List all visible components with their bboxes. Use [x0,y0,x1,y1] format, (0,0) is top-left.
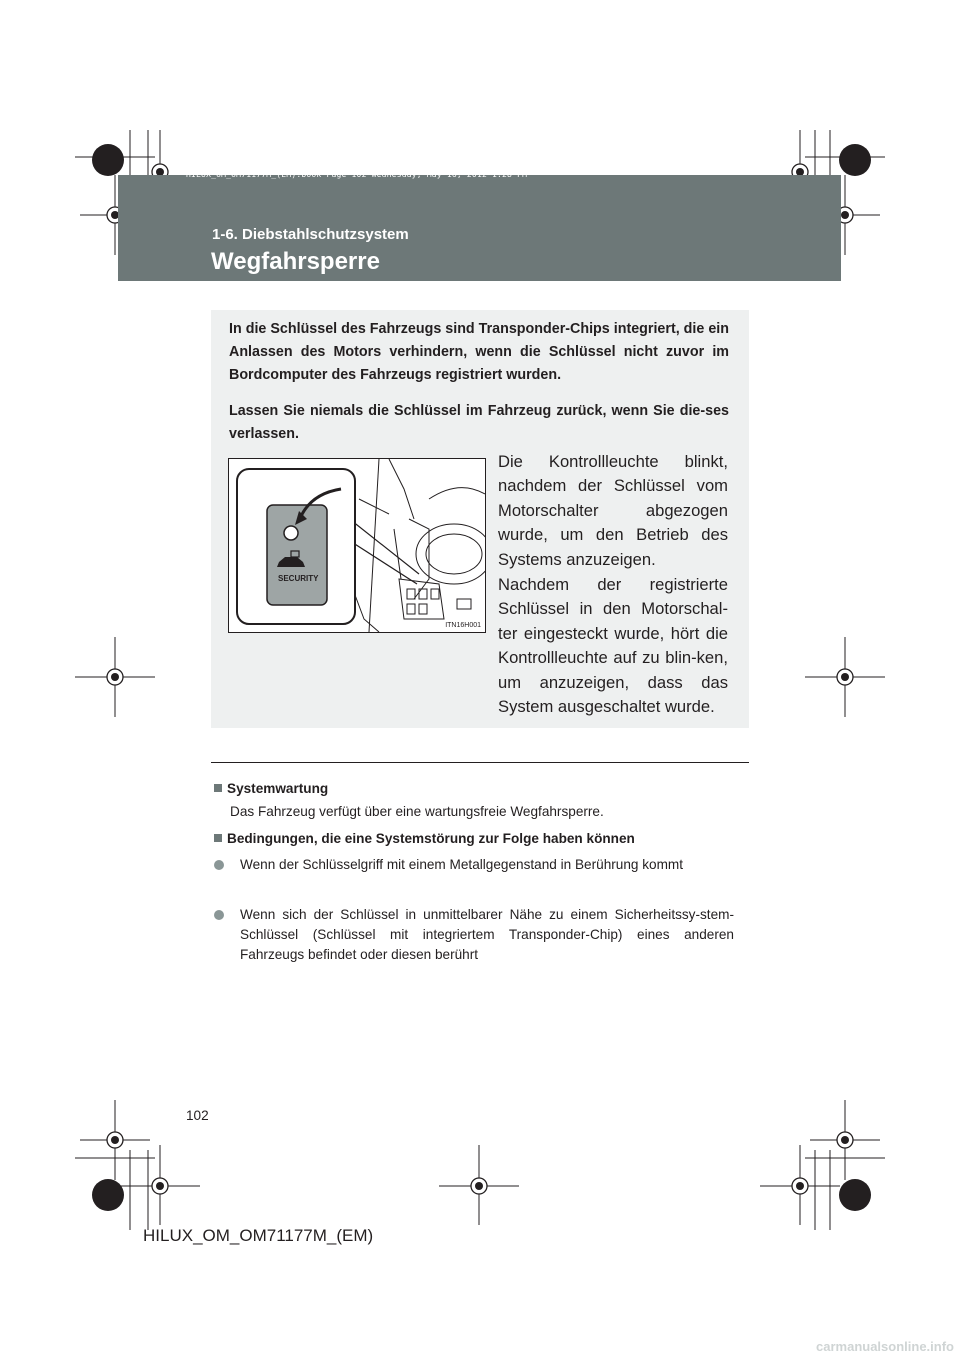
divider [211,762,749,763]
security-indicator-figure [228,458,486,633]
book-stamp: HILUX_OM_OM71177M_(EM).book Page 102 Wednesday, May 16, 2012 1:28 PM [186,170,528,179]
maintenance-heading-text: Systemwartung [227,781,329,796]
list-item-text: Wenn sich der Schlüssel in unmittelbarer Nähe zu einem Sicherheitssy-stem-Schlüssel (Schlüssel mit integriertem Transponder-Chip) eines anderen Fahrzeugs befindet oder diesen berührt [240,907,734,962]
section-label: 1-6. Diebstahlschutzsystem [212,226,409,243]
page-number: 102 [186,1108,209,1123]
square-bullet-icon [214,834,222,842]
maintenance-heading [214,781,328,796]
conditions-heading-text: Bedingungen, die eine Systemstörung zur Folge haben können [227,831,635,846]
list-item-text: Wenn der Schlüsselgriff mit einem Metallgegenstand in Berührung kommt [240,857,684,872]
security-button-label: SECURITY [278,574,319,583]
conditions-heading [214,831,635,846]
intro-paragraph: In die Schlüssel des Fahrzeugs sind Transponder-Chips integriert, die ein Anlassen des Motors verhindern, wenn die Schlüssel nicht zuvor im Bordcomputer des Fahrzeugs registriert wurden. [229,321,729,383]
page-title: Wegfahrsperre [211,248,380,275]
figure-code: ITN16H001 [445,622,481,629]
list-item [214,905,734,965]
intro-paragraph: Lassen Sie niemals die Schlüssel im Fahrzeug zurück, wenn Sie die-ses verlassen. [229,403,729,442]
round-bullet-icon [214,910,224,920]
document-code: HILUX_OM_OM71177M_(EM) [143,1226,374,1245]
square-bullet-icon [214,784,222,792]
watermark: carmanualsonline.info [816,1339,954,1354]
round-bullet-icon [214,860,224,870]
dashboard-illustration [229,459,485,632]
indicator-description: Nachdem der registrierte Schlüssel in den Motorschal-ter eingesteckt wurde, hört die Kontrollleuchte auf zu blin-ken, um anzuzeigen, dass das System ausgeschaltet wurde. [498,575,728,717]
list-item [214,855,734,875]
maintenance-text: Das Fahrzeug verfügt über eine wartungsfreie Wegfahrsperre. [230,804,604,819]
indicator-description: Die Kontrollleuchte blinkt, nachdem der Schlüssel vom Motorschalter abgezogen wurde, um den Betrieb des Systems anzuzeigen. [498,452,728,569]
